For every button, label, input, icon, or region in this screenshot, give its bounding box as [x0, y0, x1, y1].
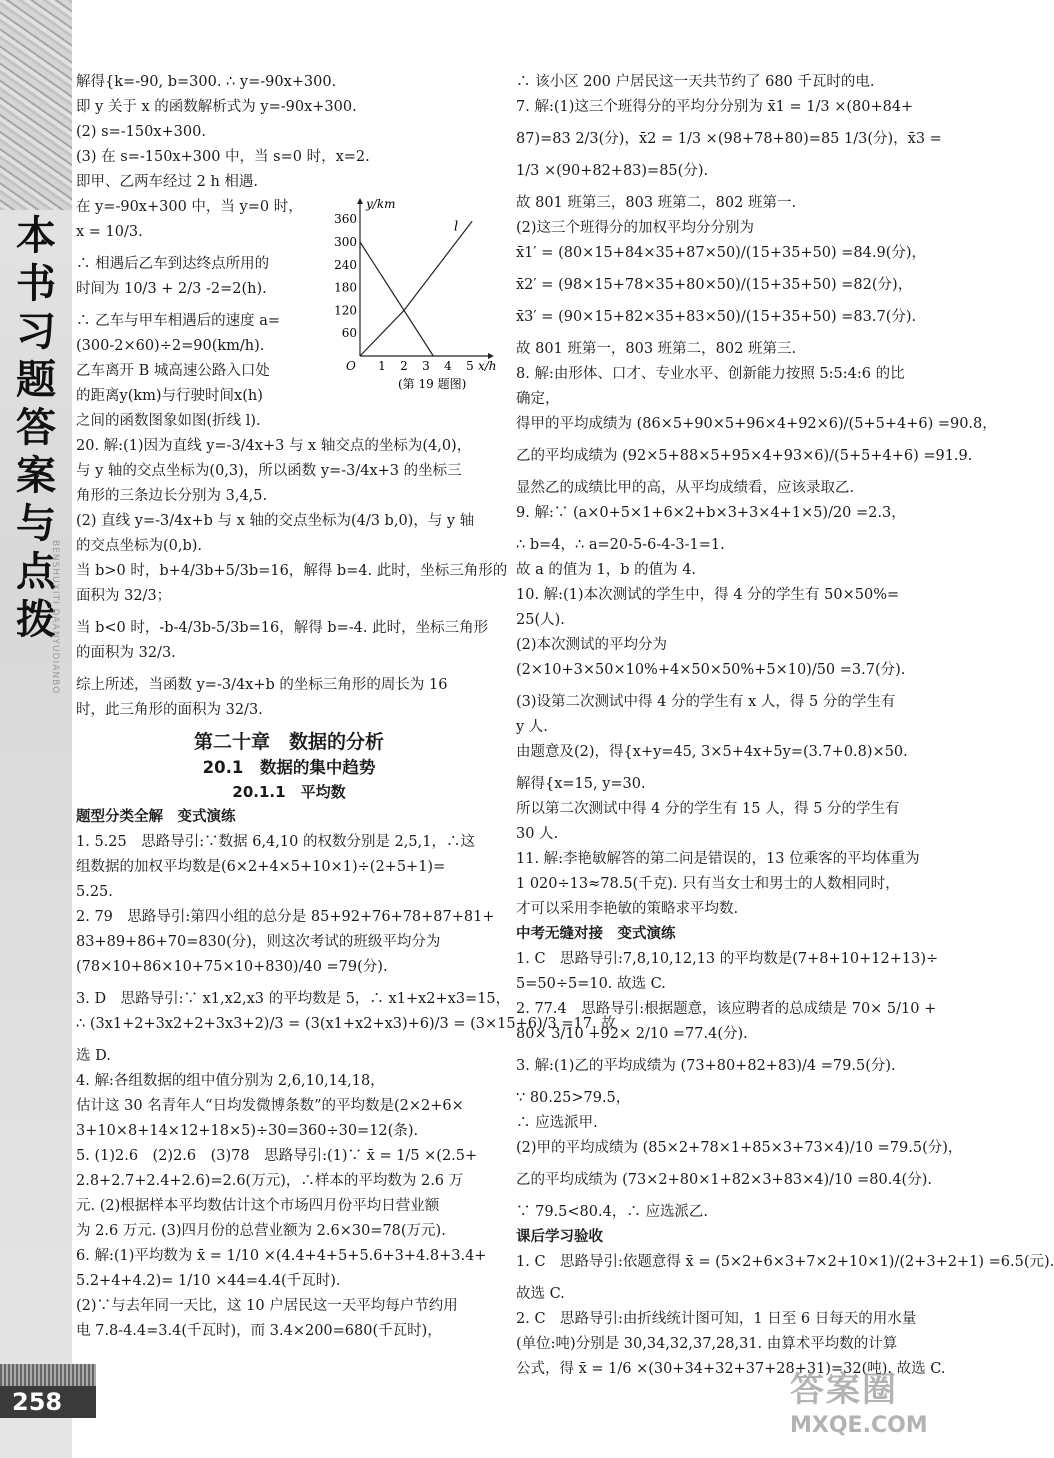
right-line: 11. 解:李艳敏解答的第二问是错误的，13 位乘客的平均体重为: [516, 851, 920, 867]
side-pinyin: BENSHUXITI DAANYUDIANBO: [50, 540, 60, 695]
side-strip: [0, 0, 72, 1458]
y-axis-label: y/km: [366, 197, 396, 211]
left-line: 1. 5.25 思路导引:∵数据 6,4,10 的权数分别是 2,5,1，∴这: [76, 834, 475, 850]
left-line: 在 y=-90x+300 中，当 y=0 时，: [76, 199, 303, 215]
right-line: 87)=83 2/3(分)，x̄2 = 1/3 ×(98+78+80)=85 1/3(分)，x̄3 =: [516, 131, 942, 147]
right-line: x̄3′ = (90×15+82×35+83×50)/(15+35+50) =83.7(分).: [516, 309, 917, 325]
right-line: y 人.: [516, 719, 548, 735]
left-line: (78×10+86×10+75×10+830)/40 =79(分).: [76, 959, 388, 975]
watermark-url: MXQE.COM: [790, 1413, 928, 1438]
right-line: ∵ 79.5<80.4，∴ 应选派乙.: [516, 1204, 709, 1220]
right-line: 1/3 ×(90+82+83)=85(分).: [516, 163, 709, 179]
left-line: 3. D 思路导引:∵ x1,x2,x3 的平均数是 5，∴ x1+x2+x3=15，: [76, 991, 511, 1007]
right-line: 由题意及(2)，得{x+y=45, 3×5+4x+5y=(3.7+0.8)×50.: [516, 744, 908, 760]
left-line: 电 7.8-4.4=3.4(千瓦时)，而 3.4×200=680(千瓦时)，: [76, 1323, 442, 1339]
left-line: (2)∵与去年同一天比，这 10 户居民这一天平均每户节约用: [76, 1298, 458, 1314]
left-line: ∴ 相遇后乙车到达终点所用的: [76, 256, 270, 272]
left-line: 5. (1)2.6 (2)2.6 (3)78 思路导引:(1)∵ x̄ = 1/5 ×(2.5+: [76, 1148, 478, 1164]
left-line: 5.2+4+4.2)= 1/10 ×44=4.4(千瓦时).: [76, 1273, 341, 1289]
right-line: 10. 解:(1)本次测试的学生中，得 4 分的学生有 50×50%=: [516, 587, 900, 603]
y-tick-label: 120: [334, 303, 357, 318]
x-tick-label: 4: [444, 359, 452, 373]
right-line: x̄2′ = (98×15+78×35+80×50)/(15+35+50) =82(分)，: [516, 277, 913, 293]
x-tick-label: 3: [422, 359, 430, 373]
left-line: x = 10/3.: [76, 224, 143, 240]
y-tick-label: 60: [341, 326, 357, 341]
left-line: (2) 直线 y=-3/4x+b 与 x 轴的交点坐标为(4/3 b,0)，与 y 轴: [76, 513, 475, 529]
page-number: 258: [0, 1386, 96, 1418]
origin-label: O: [346, 359, 356, 373]
right-line: 1. C 思路导引:7,8,10,12,13 的平均数是(7+8+10+12+13)÷: [516, 951, 939, 967]
left-line: 题型分类全解 变式演练: [76, 809, 236, 825]
right-line: (3)设第二次测试中得 4 分的学生有 x 人，得 5 分的学生有: [516, 694, 896, 710]
left-line: 元. (2)根据样本平均数估计这个市场四月份平均日营业额: [76, 1198, 440, 1214]
right-line: 2. C 思路导引:由折线统计图可知，1 日至 6 日每天的用水量: [516, 1311, 917, 1327]
right-line: 25(人).: [516, 612, 565, 628]
y-tick-label: 240: [334, 257, 357, 272]
right-line: (2)这三个班得分的加权平均分分别为: [516, 220, 755, 236]
left-line: 估计这 30 名青年人“日均发微博条数”的平均数是(2×2+6×: [76, 1098, 464, 1114]
right-line: 乙的平均成绩为 (73×2+80×1+82×3+83×4)/10 =80.4(分).: [516, 1172, 932, 1188]
right-column: [516, 70, 1054, 1382]
left-line: 83+89+86+70=830(分)，则这次考试的班级平均分为: [76, 934, 441, 950]
figure-19-graph: [334, 196, 504, 396]
left-line: 即 y 关于 x 的函数解析式为 y=-90x+300.: [76, 99, 357, 115]
left-line: 6. 解:(1)平均数为 x̄ = 1/10 ×(4.4+4+5+5.6+3+4.8+3.4+: [76, 1248, 487, 1264]
right-line: 中考无缝对接 变式演练: [516, 926, 676, 942]
left-line: 2.8+2.7+2.4+2.6)=2.6(万元)，∴样本的平均数为 2.6 万: [76, 1173, 464, 1189]
left-line: 角形的三条边长分别为 3,4,5.: [76, 488, 268, 504]
right-line: ∴ 应选派甲.: [516, 1115, 598, 1131]
left-line: 选 D.: [76, 1048, 111, 1064]
right-line: 1. C 思路导引:依题意得 x̄ = (5×2+6×3+7×2+10×1)/(2+3+2+1) =6.5(元).: [516, 1254, 1054, 1270]
right-line: 显然乙的成绩比甲的高，从平均成绩看，应该录取乙.: [516, 480, 855, 496]
right-line: 所以第二次测试中得 4 分的学生有 15 人，得 5 分的学生有: [516, 801, 900, 817]
left-line: 综上所述，当函数 y=-3/4x+b 的坐标三角形的周长为 16: [76, 677, 448, 693]
watermark: [790, 1362, 990, 1452]
line-l-label: l: [454, 219, 459, 235]
x-tick-label: 1: [378, 359, 386, 373]
left-line: (3) 在 s=-150x+300 中，当 s=0 时，x=2.: [76, 149, 370, 165]
x-axis-label: x/h: [478, 359, 497, 373]
right-line: 解得{x=15, y=30.: [516, 776, 646, 792]
left-line: 20.1 数据的集中趋势: [202, 758, 376, 777]
left-line: 第二十章 数据的分析: [193, 731, 384, 753]
left-line: (2) s=-150x+300.: [76, 124, 206, 140]
left-line: 与 y 轴的交点坐标为(0,3)，所以函数 y=-3/4x+3 的坐标三: [76, 463, 462, 479]
left-line: 之间的函数图象如图(折线 l).: [76, 413, 261, 429]
page-number-bar: [0, 1364, 96, 1386]
right-line: 故 801 班第一，803 班第二，802 班第三.: [516, 341, 797, 357]
left-line: ∴ (3x1+2+3x2+2+3x3+2)/3 = (3(x1+x2+x3)+6)/3 = (3×15+6)/3 =17. 故: [76, 1016, 616, 1032]
left-line: 5.25.: [76, 884, 113, 900]
left-line: 4. 解:各组数据的组中值分别为 2,6,10,14,18，: [76, 1073, 385, 1089]
left-line: (300-2×60)÷2=90(km/h).: [76, 338, 265, 354]
right-line: 80× 3/10 +92× 2/10 =77.4(分).: [516, 1026, 748, 1042]
right-line: 3. 解:(1)乙的平均成绩为 (73+80+82+83)/4 =79.5(分).: [516, 1058, 896, 1074]
left-line: 的距离y(km)与行驶时间x(h): [76, 388, 263, 404]
left-line: 时间为 10/3 + 2/3 -2=2(h).: [76, 281, 267, 297]
right-line: 2. 77.4 思路导引:根据题意，该应聘者的总成绩是 70× 5/10 +: [516, 1001, 937, 1017]
y-axis-arrow: [357, 198, 363, 204]
figure-caption: (第 19 题图): [398, 377, 467, 391]
right-line: (2×10+3×50×10%+4×50×50%+5×10)/50 =3.7(分).: [516, 662, 906, 678]
left-line: 即甲、乙两车经过 2 h 相遇.: [76, 174, 258, 190]
right-line: 8. 解:由形体、口才、专业水平、创新能力按照 5:5:4:6 的比: [516, 366, 905, 382]
left-line: 面积为 32/3；: [76, 588, 172, 604]
left-line: 解得{k=-90, b=300. ∴ y=-90x+300.: [76, 74, 337, 90]
right-line: 故 a 的值为 1，b 的值为 4.: [516, 562, 697, 578]
right-line: ∵ 80.25>79.5，: [516, 1090, 631, 1106]
left-line: 20.1.1 平均数: [232, 783, 346, 801]
right-line: 1 020÷13≈78.5(千克). 只有当女士和男士的人数相同时，: [516, 876, 900, 892]
watermark-logo: 答案圈: [790, 1370, 898, 1410]
right-line: 30 人.: [516, 826, 559, 842]
right-line: 故选 C.: [516, 1286, 565, 1302]
right-line: x̄1′ = (80×15+84×35+87×50)/(15+35+50) =84.9(分)，: [516, 245, 927, 261]
line-l: [360, 221, 472, 356]
right-line: 5=50÷5=10. 故选 C.: [516, 976, 666, 992]
left-line: 的交点坐标为(0,b).: [76, 538, 203, 554]
right-line: 7. 解:(1)这三个班得分的平均分分别为 x̄1 = 1/3 ×(80+84+: [516, 99, 914, 115]
right-line: 得甲的平均成绩为 (86×5+90×5+96×4+92×6)/(5+5+4+6) =90.8，: [516, 416, 997, 432]
side-texture: [0, 0, 72, 210]
left-line: ∴ 乙车与甲车相遇后的速度 a=: [76, 313, 281, 329]
left-line: 为 2.6 万元. (3)四月份的总营业额为 2.6×30=78(万元).: [76, 1223, 446, 1239]
left-line: 时，此三角形的面积为 32/3.: [76, 702, 263, 718]
right-line: 9. 解:∵ (a×0+5×1+6×2+b×3+3×4+1×5)/20 =2.3，: [516, 505, 906, 521]
left-line: 的面积为 32/3.: [76, 645, 176, 661]
y-tick-label: 360: [334, 212, 357, 227]
x-tick-label: 5: [466, 359, 474, 373]
right-line: ∴ b=4，∴ a=20-5-6-4-3-1=1.: [516, 537, 725, 553]
y-tick-label: 300: [334, 235, 357, 249]
right-line: 课后学习验收: [516, 1229, 603, 1245]
x-tick-label: 2: [400, 359, 408, 373]
right-line: (2)甲的平均成绩为 (85×2+78×1+85×3+73×4)/10 =79.5(分)，: [516, 1140, 963, 1156]
y-tick-label: 180: [334, 280, 357, 295]
right-line: ∴ 该小区 200 户居民这一天共节约了 680 千瓦时的电.: [516, 74, 875, 90]
line-jia: [360, 242, 433, 356]
right-line: 故 801 班第三，803 班第二，802 班第一.: [516, 195, 797, 211]
right-line: 乙的平均成绩为 (92×5+88×5+95×4+93×6)/(5+5+4+6) =91.9.: [516, 448, 973, 464]
right-line: (2)本次测试的平均分为: [516, 637, 668, 653]
left-line: 组数据的加权平均数是(6×2+4×5+10×1)÷(2+5+1)=: [76, 859, 446, 875]
left-line: 乙车离开 B 城高速公路入口处: [76, 363, 270, 379]
right-line: 确定，: [516, 391, 560, 407]
left-line: 20. 解:(1)因为直线 y=-3/4x+3 与 x 轴交点的坐标为(4,0)，: [76, 438, 472, 454]
left-line: 当 b<0 时，-b-4/3b-5/3b=16，解得 b=-4. 此时，坐标三角形: [76, 620, 489, 636]
right-line: 公式，得 x̄ = 1/6 ×(30+34+32+37+28+31)=32(吨). 故选 C.: [516, 1361, 946, 1377]
left-line: 2. 79 思路导引:第四小组的总分是 85+92+76+78+87+81+: [76, 909, 495, 925]
right-line: (单位:吨)分别是 30,34,32,37,28,31. 由算术平均数的计算: [516, 1336, 898, 1352]
side-title: 本书习题答案与点拨: [16, 213, 56, 643]
right-line: 才可以采用李艳敏的策略求平均数.: [516, 901, 739, 917]
left-line: 当 b>0 时，b+4/3b+5/3b=16，解得 b=4. 此时，坐标三角形的: [76, 563, 508, 579]
left-line: 3+10×8+14×12+18×5)÷30=360÷30=12(条).: [76, 1123, 419, 1139]
